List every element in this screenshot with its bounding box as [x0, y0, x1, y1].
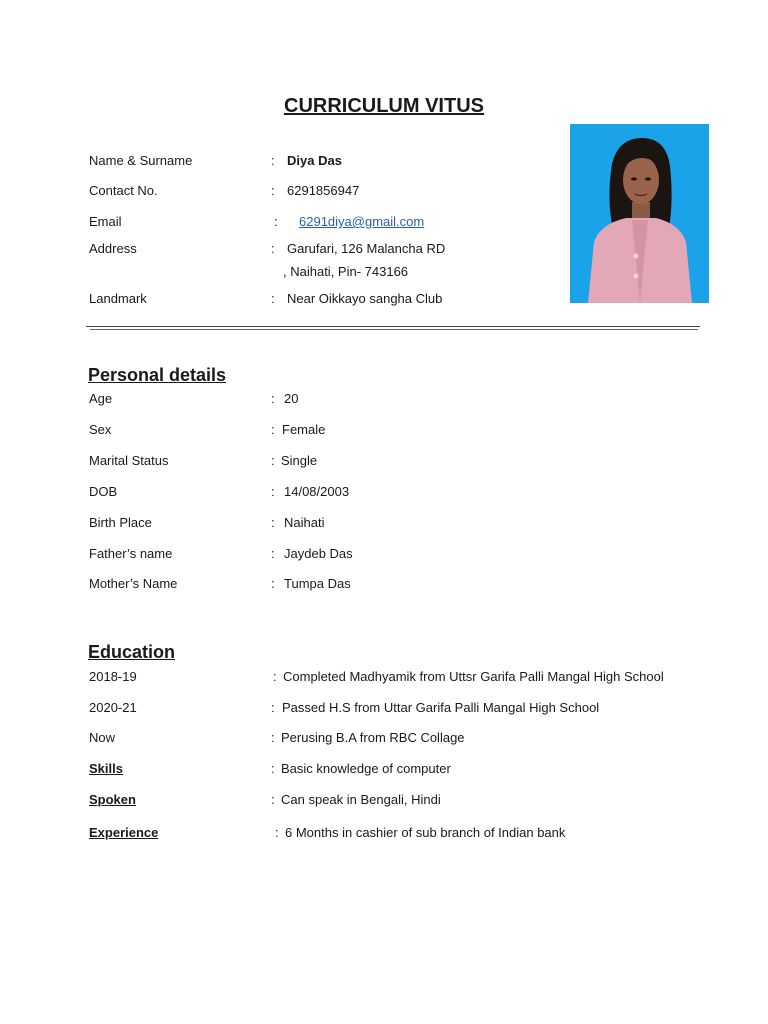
education-year-label: 2020-21	[89, 700, 137, 715]
divider-line	[86, 326, 700, 327]
profile-photo-illustration	[570, 124, 709, 303]
colon: :	[274, 214, 278, 229]
name-value: Diya Das	[287, 153, 342, 168]
age-value: 20	[284, 391, 299, 406]
experience-value: 6 Months in cashier of sub branch of Indian bank	[285, 825, 566, 840]
address-label: Address	[89, 241, 137, 256]
colon: :	[271, 241, 275, 256]
divider-line	[90, 329, 698, 330]
colon: :	[271, 792, 275, 807]
marital-status-label: Marital Status	[89, 453, 169, 468]
father-name-label: Father’s name	[89, 546, 173, 561]
landmark-value: Near Oikkayo sangha Club	[287, 291, 443, 306]
dob-value: 14/08/2003	[284, 484, 350, 499]
mother-name-value: Tumpa Das	[284, 576, 351, 591]
colon: :	[273, 669, 277, 684]
marital-status-value: Single	[281, 453, 318, 468]
colon: :	[271, 291, 275, 306]
colon: :	[271, 484, 275, 499]
document-title: CURRICULUM VITUS	[284, 95, 484, 117]
section-heading-personal: Personal details	[88, 365, 227, 385]
phone-label: Contact No.	[89, 183, 158, 198]
colon: :	[271, 700, 275, 715]
sex-value: Female	[282, 422, 326, 437]
mother-name-label: Mother’s Name	[89, 576, 178, 591]
skills-label: Skills	[89, 761, 123, 776]
education-now-label: Now	[89, 730, 116, 745]
dob-label: DOB	[89, 484, 118, 499]
address-line-1: Garufari, 126 Malancha RD	[287, 241, 446, 256]
spoken-label: Spoken	[89, 792, 136, 807]
colon: :	[271, 391, 275, 406]
email-link[interactable]: 6291diya@gmail.com	[299, 214, 425, 229]
colon: :	[271, 183, 275, 198]
colon: :	[271, 730, 275, 745]
education-entry: Perusing B.A from RBC Collage	[281, 730, 465, 745]
education-entry: Passed H.S from Uttar Garifa Palli Mangal High School	[282, 700, 600, 715]
age-label: Age	[89, 391, 113, 406]
experience-label: Experience	[89, 825, 159, 840]
colon: :	[275, 825, 279, 840]
education-entry: Completed Madhyamik from Uttsr Garifa Palli Mangal High School	[283, 669, 664, 684]
colon: :	[271, 515, 275, 530]
skills-value: Basic knowledge of computer	[281, 761, 451, 776]
profile-photo	[570, 124, 709, 303]
colon: :	[271, 576, 275, 591]
education-year-label: 2018-19	[89, 669, 137, 684]
sex-label: Sex	[89, 422, 112, 437]
address-line-2: , Naihati, Pin- 743166	[283, 264, 409, 279]
landmark-label: Landmark	[89, 291, 147, 306]
email-label: Email	[89, 214, 122, 229]
colon: :	[271, 453, 275, 468]
colon: :	[271, 546, 275, 561]
birth-place-value: Naihati	[284, 515, 325, 530]
phone-value: 6291856947	[287, 183, 360, 198]
colon: :	[271, 761, 275, 776]
colon: :	[271, 153, 275, 168]
name-label: Name & Surname	[89, 153, 193, 168]
spoken-value: Can speak in Bengali, Hindi	[281, 792, 441, 807]
colon: :	[271, 422, 275, 437]
birth-place-label: Birth Place	[89, 515, 152, 530]
father-name-value: Jaydeb Das	[284, 546, 353, 561]
section-heading-education: Education	[88, 642, 176, 662]
